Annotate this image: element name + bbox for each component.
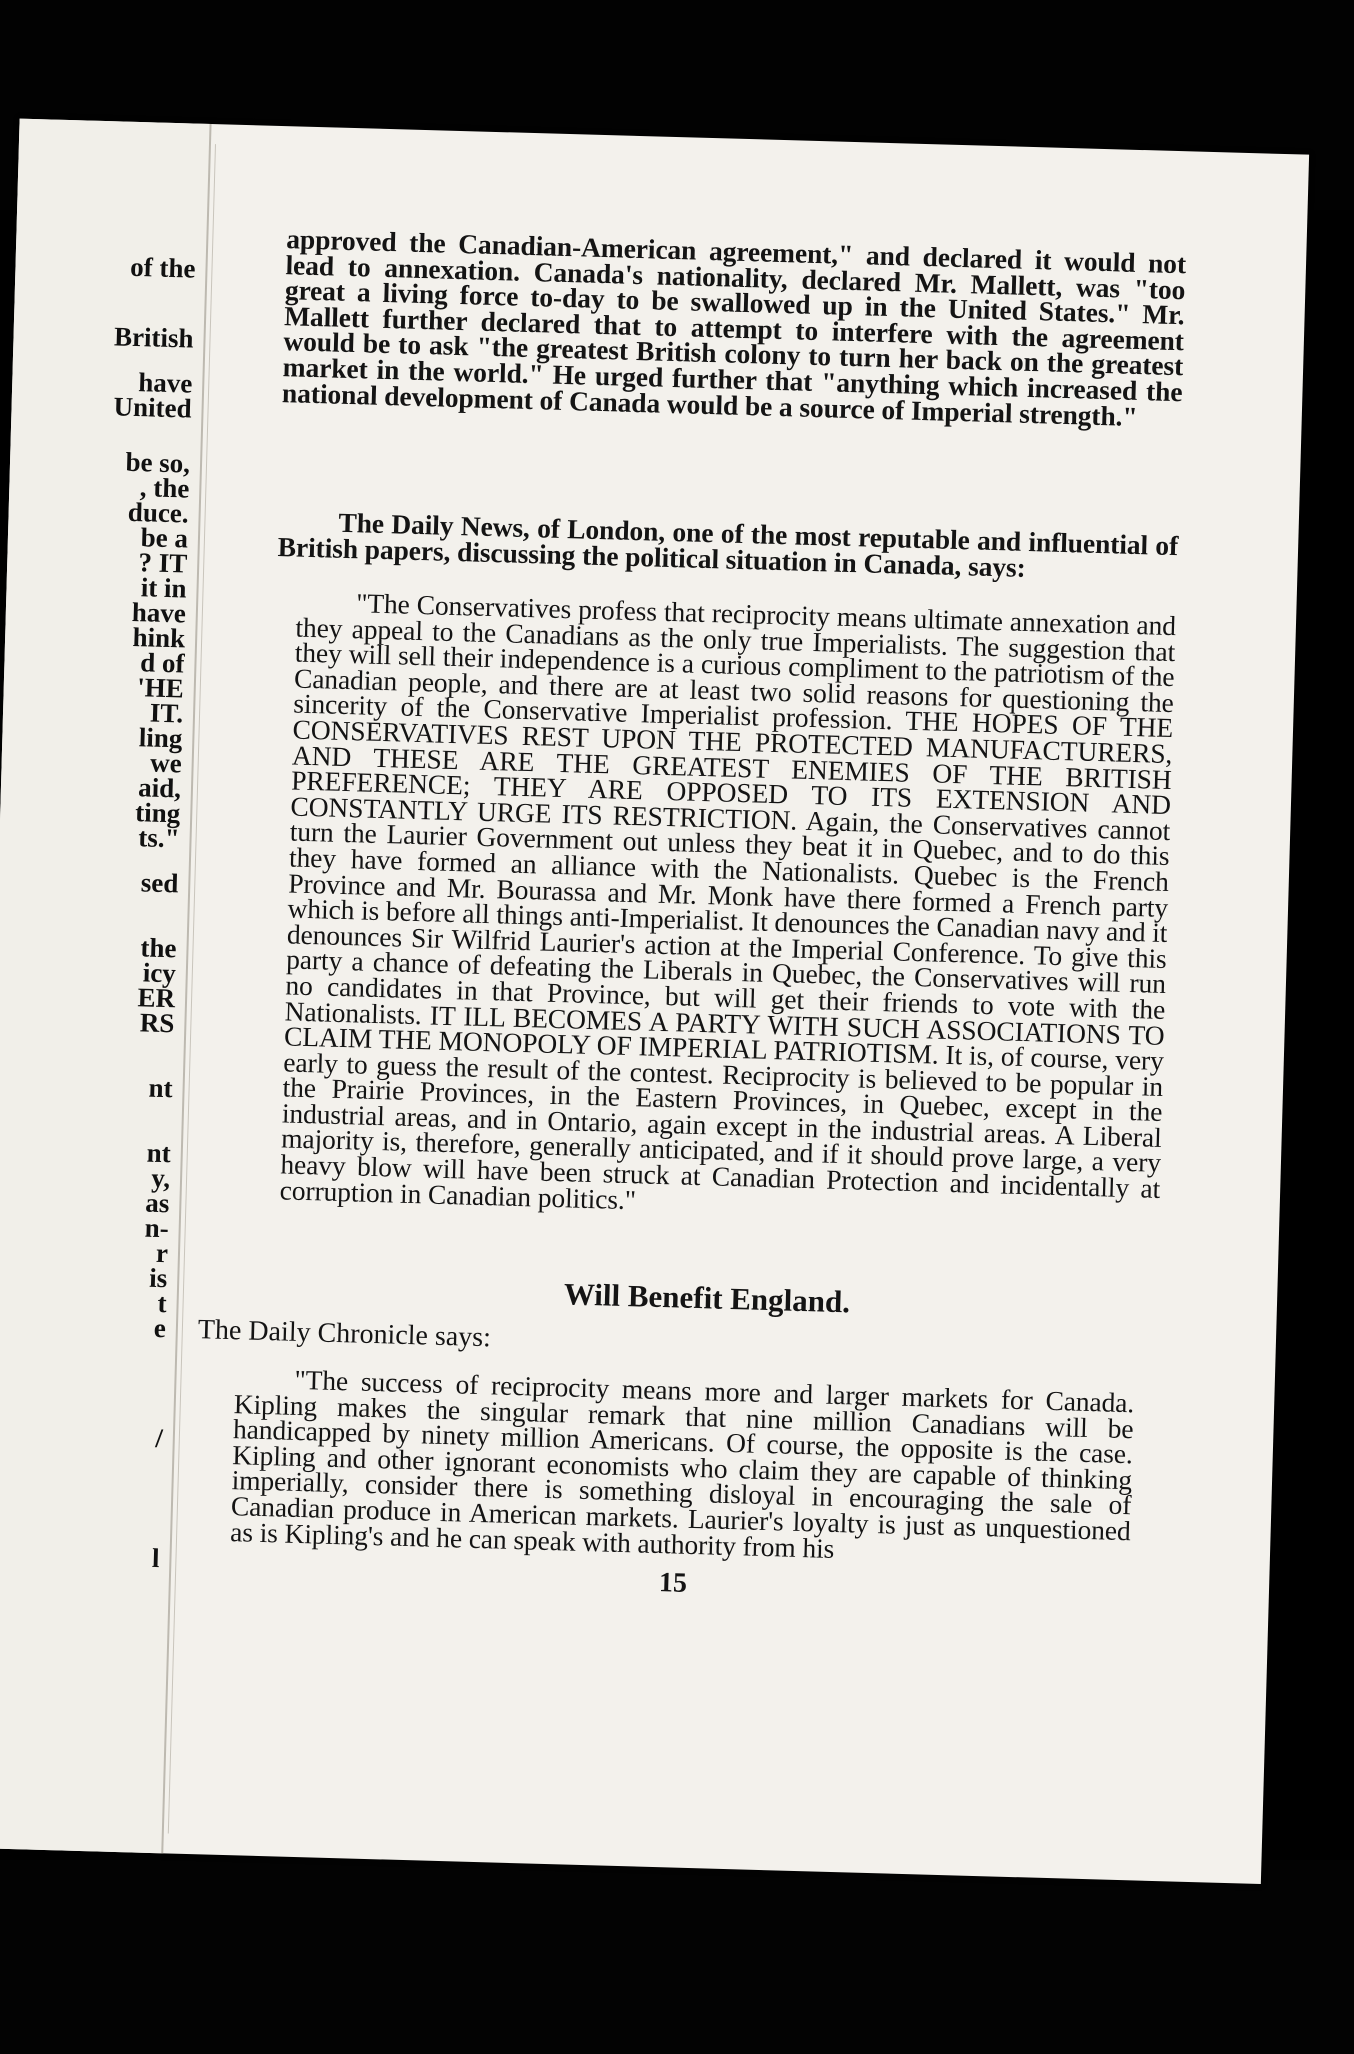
left-page-fragment: the: [140, 932, 177, 964]
left-page-fragment: have: [131, 596, 187, 629]
left-page-fragment: /: [154, 1422, 164, 1454]
left-page-fragment: e: [153, 1312, 167, 1344]
paragraph-mallett: approved the Canadian-American agreement," and declared it would not lead to annexation. Canada's nationality, declared Mr. Mallett, was "too great a living force to-day to be swallowed up in the United States." Mr. Mallett further declared that to attempt to interfere with the agreement would be to ask "the greatest British colony to turn her back on the greatest market in the world." He urged further that "anything which increased the national development of Canada would be a source of Imperial strength.": [281, 223, 1187, 432]
left-page-fragment: nt: [146, 1137, 172, 1169]
left-page-fragment: ting: [134, 797, 181, 829]
left-page-fragment: British: [113, 321, 194, 354]
left-page-fragment: ? IT: [138, 547, 188, 579]
left-page-fragment: hink: [132, 622, 186, 654]
left-page-fragment: ling: [138, 722, 183, 754]
left-page-fragment: 'HE: [136, 672, 185, 704]
left-page-fragment: it in: [140, 572, 187, 604]
left-page-fragment: be so,: [125, 446, 191, 479]
left-page-fragment: be a: [140, 522, 189, 554]
left-page-fragment: y,: [150, 1162, 171, 1194]
left-page-fragment: ER: [137, 982, 176, 1014]
left-page-fragment: IT.: [149, 697, 184, 729]
paragraph-daily-news-intro: The Daily News, of London, one of the most reputable and influential of British papers, discussing the political situation in Canada, says:: [277, 506, 1179, 583]
left-page-fragment: as: [144, 1187, 170, 1219]
left-page-fragment: of the: [129, 251, 196, 284]
left-page-fragment: sed: [140, 867, 179, 899]
left-page-fragment: d of: [139, 647, 185, 679]
left-page-fragment: duce.: [127, 496, 190, 529]
left-page-fragment: t: [157, 1287, 168, 1319]
left-page-fragment: icy: [142, 957, 177, 989]
left-page-fragment: United: [113, 391, 193, 424]
book-spread: [0, 119, 1309, 1884]
scan-border-bottom: [0, 1860, 1354, 2054]
left-page-fragment: we: [149, 747, 183, 779]
left-page-fragment: is: [148, 1262, 168, 1294]
right-page: [197, 223, 1187, 1851]
left-page-fragment: ts.": [137, 822, 181, 854]
left-page-fragment: , the: [139, 472, 190, 504]
left-page-fragment: r: [155, 1237, 169, 1269]
paragraph-daily-chronicle-quote: "The success of reciprocity means more and larger markets for Canada. Kipling makes the singular remark that nine million Canadians will be handicapped by ninety million Americans. Of course, the opposite is the case. Kipling and other ignorant economists who claim they are capable of thinking imperially, consider there is something disloyal in encouraging the sale of Canadian produce in American markets. Laurier's loyalty is just as unquestioned as is Kipling's and he can speak with authority from his: [229, 1363, 1135, 1564]
page-number: 15: [658, 1567, 688, 1599]
left-page-edge: [0, 119, 212, 1854]
section-heading: Will Benefit England.: [563, 1276, 851, 1320]
left-page-fragment: l: [151, 1542, 160, 1574]
attribution-daily-chronicle: The Daily Chronicle says:: [197, 1314, 492, 1354]
left-page-fragment: n-: [144, 1212, 170, 1244]
left-page-fragment: aid,: [137, 772, 182, 804]
left-page-fragment: RS: [139, 1007, 175, 1039]
paragraph-daily-news-quote: "The Conservatives profess that reciprocity means ultimate annexation and they appeal to the Canadians as the only true Imperialists. The suggestion that they will sell their independence is a curious compliment to the patriotism of the Canadian people, and there are at least two solid reasons for questioning the sincerity of the Conservative Imperialist profession. THE HOPES OF THE CONSERVATIVES REST UPON THE PROTECTED MANUFACTURERS, AND THESE ARE THE GREATEST ENEMIES OF THE BRITISH PREFERENCE; THEY ARE OPPOSED TO ITS EXTENSION AND CONSTANTLY URGE ITS RESTRICTION. Again, the Conservatives cannot turn the Laurier Government out unless they beat it in Quebec, and to do this they have formed an alliance with the Nationalists. Quebec is the French Province and Mr. Bourassa and Mr. Monk have there formed a French party which is before all things anti-Imperialist. It denounces the Canadian navy and it denounces Sir Wilfrid Laurier's action at the Imperial Conference. To give this party a chance of defeating the Liberals in Quebec, the Conservatives will run no candidates in that Province, but will get their friends to vote with the Nationalists. IT ILL BECOMES A PARTY WITH SUCH ASSOCIATIONS TO CLAIM THE MONOPOLY OF IMPERIAL PATRIOTISM. It is, of course, very early to guess the result of the contest. Reciprocity is believed to be popular in the Prairie Provinces, in the Eastern Provinces, in Quebec, except in the industrial areas, and in Ontario, again except in the industrial areas. A Liberal majority is, therefore, generally anticipated, and if it should prove large, a very heavy blow will have been struck at Canadian Protection and incidentally at corruption in Canadian politics.": [279, 587, 1177, 1215]
left-page-fragment: have: [137, 367, 193, 399]
left-page-fragment: nt: [148, 1072, 174, 1104]
